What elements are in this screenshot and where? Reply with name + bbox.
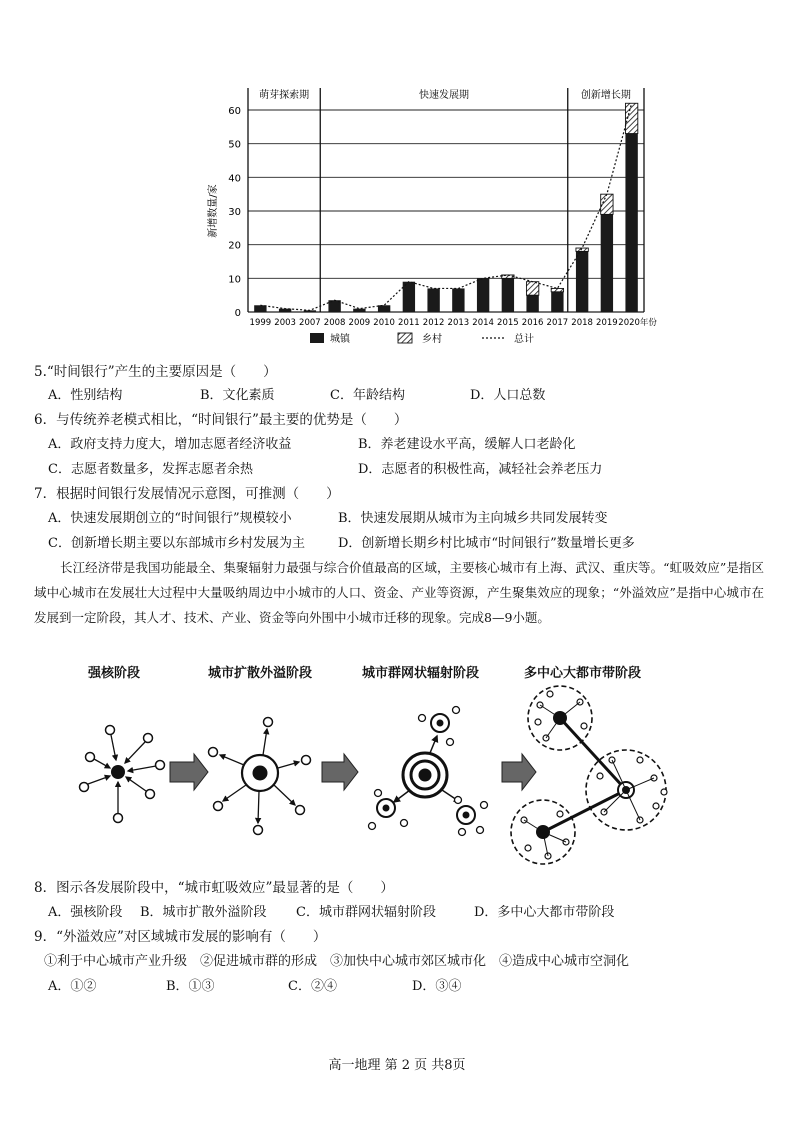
reading-passage: 长江经济带是我国功能最全、集聚辐射力最强与综合价值最高的区域，主要核心城市有上海、武汉、重庆等。“虹吸效应”是指区域中心城市在发展壮大过程中大量吸纳周边中小城市的人口、资金、产业等资源，产生聚集效应的现象；“外溢效应”是指中心城市在发展到一定阶段，其人才、技术、产业、资金等向外围中小城市迁移的现象。完成8—9小题。 [34,560,764,625]
x-tick-label: 2018 [571,318,593,328]
x-tick-label: 1999 [249,318,272,328]
stage-1-strong-core [80,726,165,823]
bar-town [353,309,365,312]
bar-town [601,214,613,312]
x-tick-label: 2010 [373,318,395,328]
q7-option-a: A．快速发展期创立的“时间银行”规模较小 [48,511,292,526]
q6-option-b: B．养老建设水平高，缓解人口老龄化 [358,437,576,452]
stage-label-4: 多中心大都市带阶段 [524,666,642,681]
q5-option-d: D．人口总数 [470,388,546,403]
q6-option-a: A．政府支持力度大，增加志愿者经济收益 [48,437,292,452]
q7-option-c: C．创新增长期主要以东部城市乡村发展为主 [48,536,305,551]
x-tick-label: 2019 [596,318,618,328]
q9-statements: ①利于中心城市产业升级 ②促进城市群的形成 ③加快中心城市郊区城市化 ④造成中心城市空洞化 [44,954,630,969]
x-tick-label: 2016 [521,318,544,328]
bar-town [452,288,464,312]
x-tick-label: 2003 [274,318,296,328]
bar-town [576,251,588,312]
q5-option-c: C．年龄结构 [330,388,405,403]
period-label: 萌芽探索期 [259,90,310,101]
period-label: 创新增长期 [580,90,631,101]
q5-option-a: A．性别结构 [48,388,123,403]
bar-town [551,292,563,312]
x-tick-label: 2007 [299,318,321,328]
legend-label-town: 城镇 [330,334,350,345]
stage-label-1: 强核阶段 [88,666,141,681]
question-9-stem: 9．“外溢效应”对区域城市发展的影响有（ ） [34,929,327,945]
x-tick-label: 2015 [497,318,519,328]
x-tick-label: 2009 [348,318,371,328]
stage-2-spillover [209,718,311,835]
legend-swatch-village [398,333,412,343]
q8-option-b: B．城市扩散外溢阶段 [140,905,267,920]
q5-option-b: B．文化素质 [200,388,275,403]
bar-town [403,282,415,312]
q9-option-a: A．①② [48,979,97,994]
y-tick-label: 30 [228,207,241,218]
y-axis-label: 新增数量/家 [208,184,219,238]
q9-option-b: B．①③ [166,979,215,994]
city-development-diagram [0,680,794,870]
stage-3-network [369,707,488,836]
q9-option-d: D．③④ [412,979,462,994]
stage-arrow-1 [170,754,208,790]
stage-arrow-3 [502,754,536,790]
x-tick-label: 2013 [447,318,470,328]
y-tick-label: 20 [228,240,241,252]
legend-label-village: 乡村 [422,334,442,345]
x-tick-label: 2014 [472,318,494,328]
bar-town [427,288,439,312]
q8-option-a: A．强核阶段 [48,905,123,920]
stage-label-2: 城市扩散外溢阶段 [208,666,313,681]
x-tick-label: 2012 [422,318,445,328]
y-tick-label: 10 [228,274,241,286]
stage-4-megalopolis [511,686,667,864]
y-tick-label: 50 [228,139,241,151]
bar-chart [200,80,660,355]
bar-village [601,194,613,214]
question-7-stem: 7．根据时间银行发展情况示意图，可推测（ ） [34,486,340,502]
legend-swatch-town [310,333,324,343]
page-footer: 高一地理 第 2 页 共8页 [328,1058,466,1073]
stage-arrow-2 [322,754,358,790]
bar-town [477,278,489,312]
period-label: 快速发展期 [419,90,469,101]
q6-option-d: D．志愿者的积极性高，减轻社会养老压力 [358,462,603,477]
y-tick-label: 0 [234,308,241,319]
q7-option-d: D．创新增长期乡村比城市“时间银行”数量增长更多 [338,536,635,551]
question-8-stem: 8．图示各发展阶段中，“城市虹吸效应”最显著的是（ ） [34,880,394,896]
x-tick-label: 2008 [323,318,346,328]
q8-option-c: C．城市群网状辐射阶段 [296,905,436,920]
q7-option-b: B．快速发展期从城市为主向城乡共同发展转变 [338,511,608,526]
stage-label-3: 城市群网状辐射阶段 [362,666,480,681]
bar-town [502,278,514,312]
q6-option-c: C．志愿者数量多，发挥志愿者余热 [48,462,253,477]
x-tick-label: 2011 [398,318,420,328]
bar-village [551,288,563,291]
bar-village [526,282,538,295]
x-tick-label: 2017 [546,318,569,328]
bar-town [378,305,390,312]
x-tick-label: 2020年份 [618,318,657,328]
y-tick-label: 40 [228,173,241,185]
question-5-stem: 5.“时间银行”产生的主要原因是（ ） [34,364,277,380]
bar-village [576,248,588,251]
q9-option-c: C．②④ [288,979,337,994]
question-6-stem: 6．与传统养老模式相比，“时间银行”最主要的优势是（ ） [34,412,408,428]
bar-town [625,134,637,312]
y-tick-label: 60 [228,106,241,117]
bar-town [526,295,538,312]
q8-option-d: D．多中心大都市带阶段 [474,905,615,920]
legend-label-total: 总计 [514,334,534,345]
